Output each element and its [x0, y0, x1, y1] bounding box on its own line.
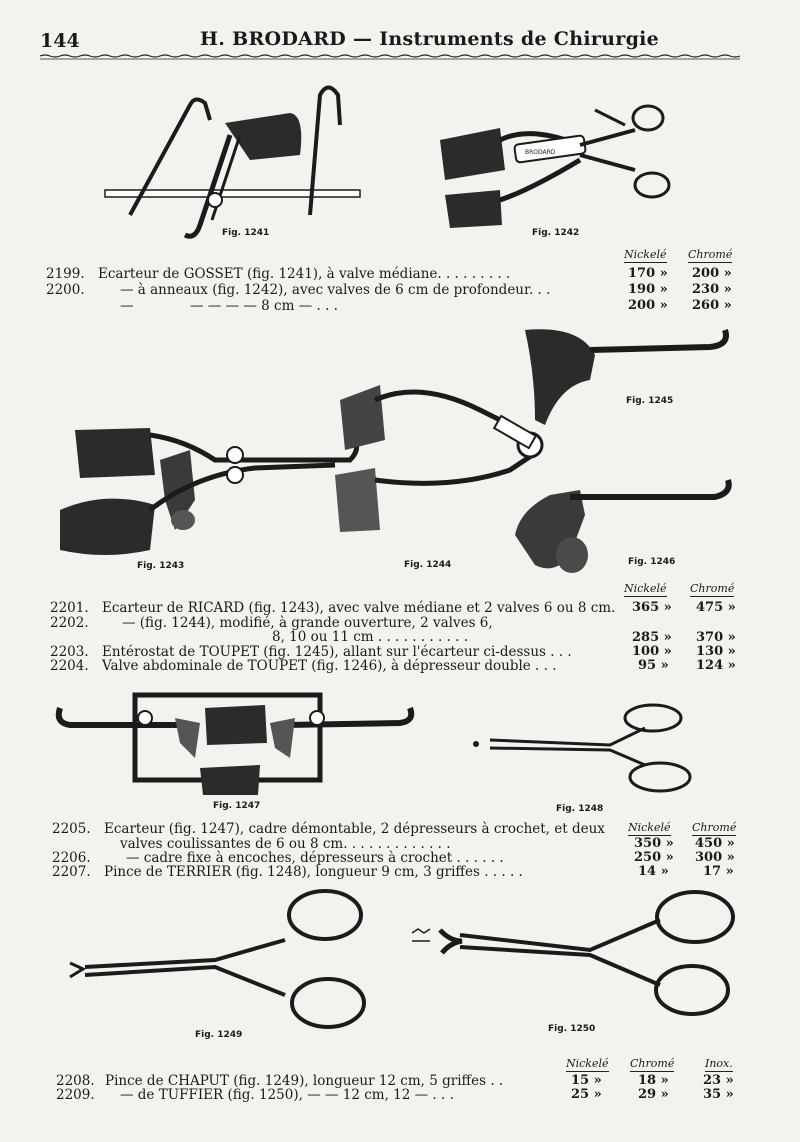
price-chrome: 18 »	[638, 1073, 669, 1088]
price-nickele: 100 »	[632, 644, 672, 659]
price-nickele: 190 »	[628, 282, 668, 297]
item-number: 2207.	[52, 864, 91, 880]
price-nickele: 350 »	[634, 836, 674, 851]
chaput-forceps-illustration	[65, 885, 370, 1030]
price-inox: 35 »	[703, 1087, 734, 1102]
fig-1249-caption: Fig. 1249	[195, 1030, 243, 1040]
item-description: valves coulissantes de 6 ou 8 cm. . . . . . . . . . . . .	[120, 836, 451, 852]
page-title: H. BRODARD — Instruments de Chirurgie	[200, 28, 660, 50]
price-nickele: 200 »	[628, 298, 668, 313]
price-chrome: 475 »	[696, 600, 736, 615]
ricard-retractor-illustration	[55, 420, 360, 560]
item-number: 2200.	[46, 282, 85, 298]
item-number: 2199.	[46, 266, 85, 282]
fig-1250-caption: Fig. 1250	[548, 1024, 596, 1034]
item-description: Ecarteur de RICARD (fig. 1243), avec valve médiane et 2 valves 6 ou 8 cm.	[102, 600, 616, 616]
item-number: 2203.	[50, 644, 89, 660]
price-nickele: 365 »	[632, 600, 672, 615]
fig-1242-caption: Fig. 1242	[532, 228, 580, 238]
brand-engraving: BRODARD	[525, 149, 556, 156]
fig-1241-caption: Fig. 1241	[222, 228, 270, 238]
item-description: 8, 10 ou 11 cm . . . . . . . . . . .	[272, 629, 468, 645]
price-chrome: 130 »	[696, 644, 736, 659]
item-description: — cadre fixe à encoches, dépresseurs à crochet . . . . . .	[126, 850, 504, 866]
item-description: Valve abdominale de TOUPET (fig. 1246), à dépresseur double . . .	[102, 658, 557, 674]
fig-1248-caption: Fig. 1248	[556, 804, 604, 814]
item-description: Pince de TERRIER (fig. 1248), longueur 9 cm, 3 griffes . . . . .	[104, 864, 523, 880]
item-description: — à anneaux (fig. 1242), avec valves de 6 cm de profondeur. . .	[120, 282, 551, 298]
toupet-valve-illustration	[510, 475, 735, 580]
item-number: 2206.	[52, 850, 91, 866]
price-chrome: 17 »	[703, 864, 734, 879]
item-number: 2209.	[56, 1087, 95, 1103]
fig-1246-caption: Fig. 1246	[628, 557, 676, 567]
gosset-retractor-illustration	[100, 75, 370, 245]
item-number: 2205.	[52, 821, 91, 837]
item-description: Entérostat de TOUPET (fig. 1245), allant sur l'écarteur ci-dessus . . .	[102, 644, 572, 660]
price-chrome: 450 »	[695, 836, 735, 851]
fig-1247-caption: Fig. 1247	[213, 801, 261, 811]
price-chrome: 200 »	[692, 266, 732, 281]
fig-1245-caption: Fig. 1245	[626, 396, 674, 406]
col-header-nickele: Nickelé	[628, 821, 671, 834]
fig-1243-caption: Fig. 1243	[137, 561, 185, 571]
price-nickele: 170 »	[628, 266, 668, 281]
col-header-inox: Inox.	[705, 1057, 733, 1070]
header-rule	[40, 54, 740, 60]
item-description: Ecarteur (fig. 1247), cadre démontable, 2 dépresseurs à crochet, et deux	[104, 821, 605, 837]
item-number: 2202.	[50, 615, 89, 631]
col-header-chrome: Chromé	[630, 1057, 675, 1070]
price-chrome: 370 »	[696, 630, 736, 645]
frame-retractor-illustration	[55, 683, 420, 803]
item-number: —	[120, 298, 134, 314]
fig-1244-caption: Fig. 1244	[404, 560, 452, 570]
price-chrome: 300 »	[695, 850, 735, 865]
price-nickele: 285 »	[632, 630, 672, 645]
price-chrome: 260 »	[692, 298, 732, 313]
col-header-nickele: Nickelé	[624, 582, 667, 595]
col-header-chrome: Chromé	[688, 248, 733, 261]
price-nickele: 250 »	[634, 850, 674, 865]
item-number: 2204.	[50, 658, 89, 674]
price-chrome: 230 »	[692, 282, 732, 297]
price-nickele: 15 »	[571, 1073, 602, 1088]
price-nickele: 95 »	[638, 658, 669, 673]
price-inox: 23 »	[703, 1073, 734, 1088]
toupet-enterostat-illustration	[520, 325, 735, 435]
col-header-nickele: Nickelé	[624, 248, 667, 261]
item-description: — — — — 8 cm — . . .	[190, 298, 338, 314]
price-chrome: 29 »	[638, 1087, 669, 1102]
tuffier-forceps-illustration	[410, 885, 740, 1020]
terrier-forceps-illustration	[470, 700, 700, 795]
col-header-chrome: Chromé	[692, 821, 737, 834]
item-description: Pince de CHAPUT (fig. 1249), longueur 12 cm, 5 griffes . .	[105, 1073, 504, 1089]
col-header-nickele: Nickelé	[566, 1057, 609, 1070]
item-number: 2208.	[56, 1073, 95, 1089]
item-description: Ecarteur de GOSSET (fig. 1241), à valve médiane. . . . . . . . .	[98, 266, 511, 282]
ring-retractor-illustration	[430, 100, 680, 235]
item-description: — (fig. 1244), modifié, à grande ouverture, 2 valves 6,	[122, 615, 493, 631]
price-chrome: 124 »	[696, 658, 736, 673]
price-nickele: 25 »	[571, 1087, 602, 1102]
col-header-chrome: Chromé	[690, 582, 735, 595]
item-number: 2201.	[50, 600, 89, 616]
item-description: — de TUFFIER (fig. 1250), — — 12 cm, 12 — . . .	[120, 1087, 454, 1103]
page-number: 144	[40, 30, 80, 52]
price-nickele: 14 »	[638, 864, 669, 879]
